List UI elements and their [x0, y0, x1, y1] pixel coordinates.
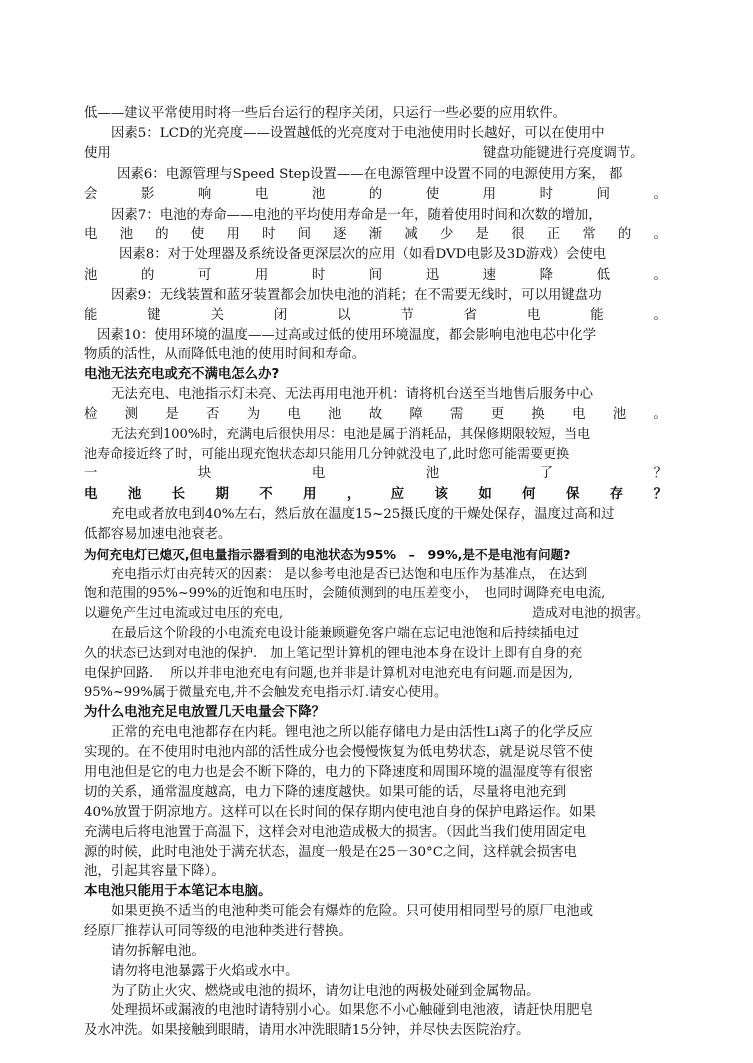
justified-char: 用 — [254, 268, 269, 283]
section-heading — [84, 485, 667, 505]
justified-char: 时 — [311, 268, 326, 283]
text-line: 低——建议平常使用时将一些后台运行的程序关闭，只运行一些必要的应用软件。 — [84, 106, 567, 121]
justified-char: 更 — [490, 407, 505, 422]
justified-char: 电 — [254, 187, 269, 202]
text-line: 及水冲洗。如果接触到眼睛，请用水冲洗眼睛15分钟，并尽快去医院治疗。 — [84, 1023, 530, 1038]
justified-char: 障 — [409, 407, 423, 422]
justified-char: 的 — [617, 227, 632, 242]
justified-line — [84, 266, 667, 286]
justified-char: 少 — [439, 227, 454, 242]
section-heading: 为什么电池充足电放置几天电量会下降？ — [84, 705, 326, 720]
justified-char: 影 — [140, 187, 155, 202]
justified-char: 应 — [390, 487, 405, 502]
justified-char: 使 — [190, 227, 205, 242]
justified-char: 。 — [653, 407, 667, 422]
justified-char: ， — [346, 487, 361, 502]
justified-char: 的 — [155, 227, 169, 242]
justified-char: 间 — [368, 268, 383, 283]
text-line: 实现的。在不使用时电池内部的活性成分也会慢慢恢复为低电势状态，就是说尽管不使 — [84, 745, 593, 760]
justified-char: 池 — [84, 268, 98, 283]
justified-line — [84, 225, 667, 245]
justified-char: 电 — [311, 466, 326, 481]
justified-char: 不 — [259, 487, 273, 502]
justified-char: 为 — [246, 407, 261, 422]
justified-char: 会 — [84, 187, 98, 202]
justified-char: 使 — [425, 187, 440, 202]
justified-char: 间 — [297, 227, 311, 242]
justified-char: 的 — [368, 187, 383, 202]
text-line: 充电或者放电到40%左右，然后放在温度15~25摄氏度的干燥处保存，温度过高和过 — [111, 507, 615, 522]
justified-char: 池 — [328, 407, 342, 422]
text-line: 充满电后将电池置于高温下，这样会对电池造成极大的损害。（因此当我们使用固定电 — [84, 825, 587, 840]
justified-char: 的 — [140, 268, 155, 283]
text-line: 电保护回路. 所以并非电池充电有问题,也并非是计算机对电池充电有问题.而是因为, — [84, 666, 573, 681]
text-line: 使用 — [84, 146, 111, 161]
text-line: 键盘功能键进行亮度调节。 — [483, 146, 644, 161]
text-line: 切的关系，通常温度越高，电力下降的速度越快。如果可能的话，尽量将电池充到 — [84, 785, 567, 800]
text-line: 无法充电、电池指示灯未亮、无法再用电池开机：请将机台送至当地售后服务中心 — [111, 387, 594, 402]
text-line: 以避免产生过电流或过电压的充电, — [84, 606, 284, 621]
text-line: 池寿命接近终了时，可能出现充饱状态却只能用几分钟就没电了,此时您可能需要更换 — [84, 447, 570, 462]
justified-char: 减 — [404, 227, 418, 242]
text-line: 如果更换不适当的电池种类可能会有爆炸的危险。只可使用相同型号的原厂电池或 — [111, 904, 594, 919]
text-line: 正常的充电电池都存在内耗。锂电池之所以能存储电力是由活性Li离子的化学反应 — [111, 725, 593, 740]
justified-char: 池 — [612, 407, 627, 422]
text-line: 因素7：电池的寿命——电池的平均使用寿命是一年，随着使用时间和次数的增加， — [111, 208, 602, 223]
justified-char: 省 — [463, 308, 478, 323]
text-line: 低都容易加速电池衰老。 — [84, 527, 232, 542]
justified-char: 响 — [197, 187, 212, 202]
justified-char: 。 — [653, 187, 667, 202]
justified-char: 是 — [165, 407, 179, 422]
justified-char: 节 — [400, 308, 414, 323]
justified-char: 键 — [147, 308, 161, 323]
justified-char: 何 — [522, 487, 536, 502]
justified-char: 是 — [475, 227, 489, 242]
text-line: 请勿将电池暴露于火焰或水中。 — [111, 964, 299, 979]
justified-char: 一 — [84, 466, 98, 481]
justified-line — [84, 464, 667, 484]
justified-char: 测 — [124, 407, 139, 422]
text-line: 因素5：LCD的光亮度——设置越低的光亮度对于电池使用时长越好，可以在使用中 — [111, 126, 605, 141]
section-heading: 电池无法充电或充不满电怎么办? — [84, 367, 280, 382]
justified-char: 电 — [572, 407, 586, 422]
justified-line — [84, 185, 667, 205]
justified-char: 时 — [539, 187, 554, 202]
text-line: 因素8：对于处理器及系统设备更深层次的应用（如看DVD电影及3D游戏）会使电 — [119, 247, 607, 262]
justified-char: 故 — [368, 407, 383, 422]
justified-char: 能 — [84, 308, 98, 323]
justified-char: 。 — [653, 227, 667, 242]
justified-char: 检 — [84, 407, 98, 422]
justified-char: 用 — [482, 187, 497, 202]
justified-char: 降 — [539, 268, 554, 283]
text-line: 40%放置于阴凉地方。这样可以在长时间的保存期内使电池自身的保护电路运作。如果 — [84, 805, 596, 820]
justified-char: 渐 — [368, 227, 383, 242]
justified-char: 速 — [482, 268, 497, 283]
justified-char: 以 — [337, 308, 351, 323]
justified-char: 长 — [171, 487, 186, 502]
text-line: 处理损坏或漏液的电池时请特别小心。如果您不小心触碰到电池液，请赶快用肥皂 — [111, 1003, 594, 1018]
text-line: 物质的活性，从而降低电池的使用时间和寿命。 — [84, 347, 366, 362]
justified-char: 电 — [526, 308, 541, 323]
justified-char: 池 — [119, 227, 133, 242]
justified-line — [84, 306, 667, 326]
justified-char: 。 — [653, 308, 667, 323]
justified-char: 池 — [425, 466, 440, 481]
justified-char: 间 — [596, 187, 610, 202]
justified-char: 能 — [590, 308, 604, 323]
text-line: 请勿拆解电池。 — [111, 944, 205, 959]
text-line: 充电指示灯由亮转灭的因素： 是以参考电池是否已达饱和电压作为基准点， 在达到 — [111, 567, 588, 582]
justified-char: 关 — [210, 308, 224, 323]
text-line: 经原厂推荐认可同等级的电池种类进行替换。 — [84, 924, 352, 939]
justified-char: 存 — [609, 487, 624, 502]
section-heading: 为何充电灯已熄灭,但电量指示器看到的电池状态为95% – 99%,是不是电池有问题? — [84, 547, 571, 562]
justified-char: 常 — [582, 227, 596, 242]
justified-char: 电 — [287, 407, 301, 422]
text-line: 因素9：无线装置和蓝牙装置都会加快电池的消耗；在不需要无线时，可以用键盘功 — [111, 288, 602, 303]
justified-line — [84, 405, 667, 425]
text-line: 无法充到100%时，充满电后很快用尽：电池是属于消耗品，其保修期限较短，当电 — [111, 427, 591, 442]
justified-char: 时 — [261, 227, 276, 242]
justified-char: 电 — [84, 487, 98, 502]
text-line: 造成对电池的损害。 — [532, 606, 650, 621]
justified-char: ？ — [653, 466, 667, 481]
text-line: 用电池但是它的电力也是会不断下降的，电力的下降速度和周围环境的温湿度等有很密 — [84, 765, 593, 780]
justified-char: 逐 — [333, 227, 347, 242]
text-line: 久的状态已达到对电池的保护. 加上笔记型计算机的锂电池本身在设计上即有自身的充 — [84, 646, 583, 661]
justified-char: 保 — [565, 487, 580, 502]
justified-char: 如 — [478, 487, 492, 502]
text-line: 源的时候，此时电池处于满充状态，温度一般是在25－30°C之间，这样就会损害电 — [84, 845, 577, 860]
justified-char: 需 — [450, 407, 464, 422]
text-line: 因素10：使用环境的温度——过高或过低的使用环境温度，都会影响电池电芯中化学 — [97, 328, 597, 343]
justified-char: 闭 — [273, 308, 288, 323]
justified-char: 池 — [127, 487, 142, 502]
justified-char: 。 — [653, 268, 667, 283]
justified-char: 换 — [531, 407, 545, 422]
text-line: 95%~99%属于微量充电,并不会触发充电指示灯.请安心使用。 — [84, 685, 447, 700]
justified-char: 池 — [311, 187, 326, 202]
text-line: 因素6：电源管理与Speed Step设置——在电源管理中设置不同的电源使用方案， 都 — [117, 167, 623, 182]
justified-char: 期 — [215, 487, 229, 502]
text-line: 为了防止火灾、燃烧或电池的损坏，请勿让电池的两极处碰到金属物品。 — [111, 984, 540, 999]
justified-char: 迅 — [425, 268, 440, 283]
text-line: 在最后这个阶段的小电流充电设计能兼顾避免客户端在忘记电池饱和后持续插电过 — [111, 626, 580, 641]
justified-char: 块 — [197, 466, 212, 481]
justified-char: 用 — [303, 487, 317, 502]
justified-char: 用 — [226, 227, 240, 242]
justified-char: 电 — [84, 227, 98, 242]
text-line: 饱和范围的95%~99%的近饱和电压时，会随侦测到的电压差变小， 也同时调降充电电流, — [84, 586, 606, 601]
justified-char: 否 — [206, 407, 220, 422]
justified-char: 该 — [434, 487, 448, 502]
justified-char: 很 — [511, 227, 525, 242]
justified-char: ？ — [653, 487, 667, 502]
justified-char: 了 — [539, 466, 554, 481]
text-line: 池，引起其容量下降）。 — [84, 864, 225, 879]
justified-char: 正 — [546, 227, 561, 242]
justified-char: 低 — [596, 268, 610, 283]
section-heading: 本电池只能用于本笔记本电脑。 — [84, 884, 272, 899]
justified-char: 可 — [197, 268, 212, 283]
